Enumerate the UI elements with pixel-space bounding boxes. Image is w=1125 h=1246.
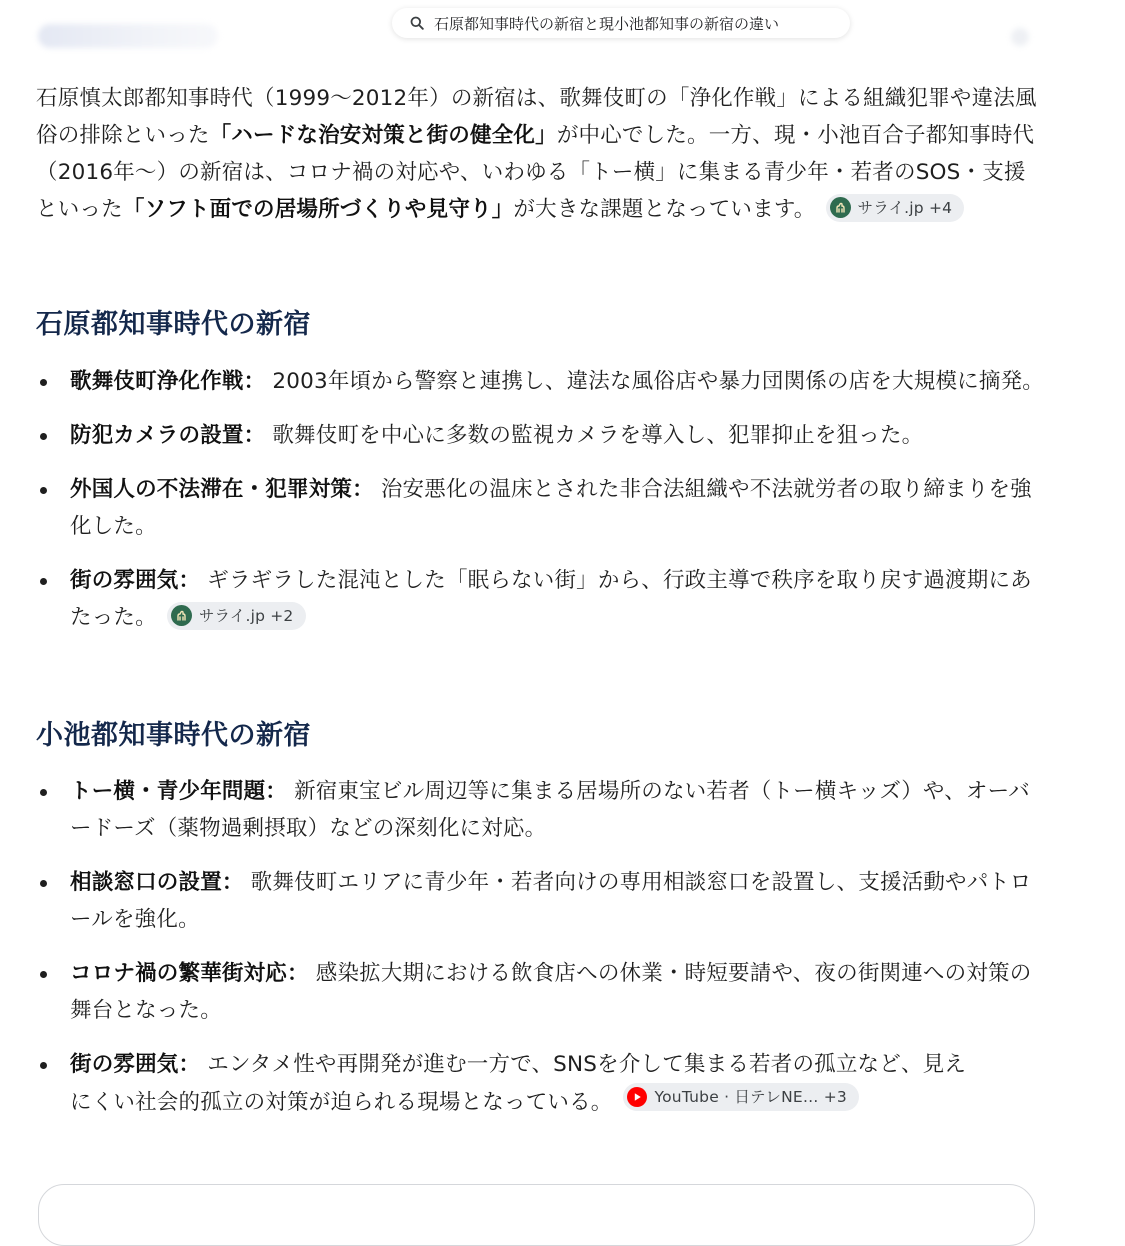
source-chip-label: YouTube · 日テレNE… +3 <box>654 1088 847 1106</box>
list-item <box>36 562 1046 636</box>
intro-bold-1: 「ハードな治安対策と街の健全化」 <box>209 123 557 148</box>
list-item <box>36 773 1046 847</box>
top-bar <box>0 0 1125 60</box>
list-item <box>36 864 1046 938</box>
sarai-favicon-icon <box>171 605 192 626</box>
source-chip[interactable] <box>826 194 965 222</box>
item-label: 歌舞伎町浄化作戦： <box>70 369 266 394</box>
source-chip[interactable] <box>167 602 306 630</box>
search-bar[interactable] <box>392 8 850 38</box>
blurred-icon <box>1011 28 1029 46</box>
search-icon <box>410 16 424 30</box>
intro-text-3: が大きな課題となっています。 <box>513 197 816 222</box>
source-chip[interactable] <box>623 1083 859 1111</box>
source-chip-label: サライ.jp +2 <box>198 606 294 625</box>
list-item <box>36 363 1046 400</box>
intro-bold-2: 「ソフト面での居場所づくりや見守り」 <box>122 197 514 222</box>
intro-text-2: が中心でした。一方、現・小池百合子都知事時代（2016年〜）の新宿は、コロナ禍の対応や、いわゆる「トー横」に集まる青少年・若者のSOS・支援といった <box>36 123 1035 222</box>
item-text: 新宿東宝ビル周辺等に集まる居場所のない若者（トー横キッズ）や、オーバードーズ（薬物過剰摂取）などの深刻化に対応。 <box>70 779 1030 841</box>
item-label: 相談窓口の設置： <box>70 870 244 895</box>
intro-text-1: 石原慎太郎都知事時代（1999〜2012年）の新宿は、歌舞伎町の「浄化作戦」による組織犯罪や違法風俗の排除といった <box>36 86 1037 148</box>
list-item <box>36 1046 1046 1121</box>
intro-paragraph <box>36 80 1046 228</box>
sarai-favicon-icon <box>830 197 851 218</box>
item-text: ギラギラした混沌とした「眠らない街」から、行政主導で秩序を取り戻す過渡期にあたった。 <box>70 568 1032 630</box>
item-label: 街の雰囲気： <box>70 568 201 593</box>
item-label: コロナ禍の繁華街対応： <box>70 961 309 986</box>
item-label: 外国人の不法滞在・犯罪対策： <box>70 477 374 502</box>
section-heading-koike: 小池都知事時代の新宿 <box>36 720 311 751</box>
answer-content <box>36 80 1046 1115</box>
youtube-icon <box>627 1087 648 1108</box>
koike-list <box>36 773 1046 1121</box>
item-label: トー横・青少年問題： <box>70 779 288 804</box>
list-item <box>36 471 1046 545</box>
ishihara-list <box>36 363 1046 636</box>
item-text: 2003年頃から警察と連携し、違法な風俗店や暴力団関係の店を大規模に摘発。 <box>272 369 1044 394</box>
item-label: 街の雰囲気： <box>70 1052 201 1077</box>
item-label: 防犯カメラの設置： <box>70 423 266 448</box>
item-text: 感染拡大期における飲食店への休業・時短要請や、夜の街関連への対策の舞台となった。 <box>70 961 1032 1023</box>
item-text: 治安悪化の温床とされた非合法組織や不法就労者の取り締まりを強化した。 <box>70 477 1032 539</box>
source-chip-label: サライ.jp +4 <box>857 198 953 217</box>
item-text: エンタメ性や再開発が進む一方で、SNSを介して集まる若者の孤立など、見えにくい社会的孤立の対策が迫られる現場となっている。 <box>70 1052 967 1115</box>
search-query: 石原都知事時代の新宿と現小池都知事の新宿の違い <box>434 14 780 33</box>
item-text: 歌舞伎町エリアに青少年・若者向けの専用相談窓口を設置し、支援活動やパトロールを強化。 <box>70 870 1032 932</box>
section-heading-ishihara: 石原都知事時代の新宿 <box>36 309 311 340</box>
item-text: 歌舞伎町を中心に多数の監視カメラを導入し、犯罪抑止を狙った。 <box>272 423 924 448</box>
blurred-logo <box>38 24 218 48</box>
list-item <box>36 417 1046 454</box>
follow-up-input[interactable] <box>38 1184 1035 1246</box>
list-item <box>36 955 1046 1029</box>
